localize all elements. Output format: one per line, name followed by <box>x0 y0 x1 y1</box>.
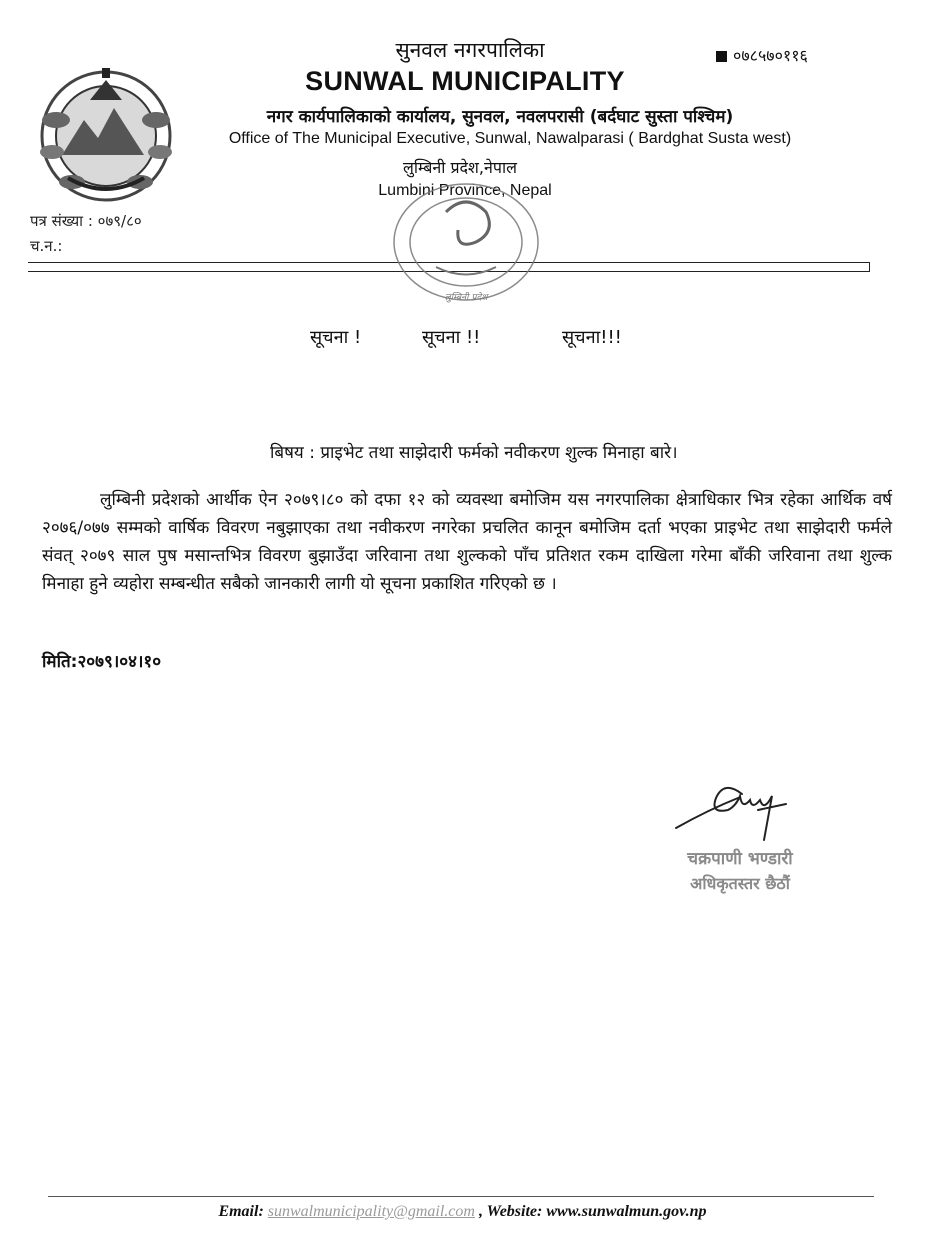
email-label: Email: <box>218 1203 264 1220</box>
letter-number: पत्र संख्या : ०७९/८० <box>30 212 142 230</box>
phone-number <box>716 44 808 66</box>
email-link[interactable]: sunwalmunicipality@gmail.com <box>267 1203 475 1220</box>
notice-heading-1: सूचना ! <box>310 327 362 348</box>
website-label: , Website: <box>478 1203 543 1220</box>
reference-number: च.न.: <box>30 237 63 255</box>
footer-divider <box>48 1196 874 1197</box>
phone-value: ०७८५७०११६ <box>733 46 808 65</box>
phone-icon <box>716 51 727 62</box>
signer-title: अधिकृतस्तर छैठौं <box>690 874 790 893</box>
notice-date: मिति:२०७९।०४।१० <box>42 652 162 672</box>
org-name-english: SUNWAL MUNICIPALITY <box>305 66 625 96</box>
website-link[interactable]: www.sunwalmun.gov.np <box>546 1203 707 1220</box>
signer-name: चक्रपाणी भण्डारी <box>687 849 793 869</box>
org-name-nepali: सुनवल नगरपालिका <box>395 38 545 62</box>
province-nepali: लुम्बिनी प्रदेश,नेपाल <box>403 158 517 177</box>
notice-heading-3: सूचना!!! <box>562 327 622 348</box>
svg-text:लुम्बिनी प्रदेश: लुम्बिनी प्रदेश <box>444 293 488 303</box>
office-name-nepali: नगर कार्यपालिकाको कार्यालय, सुनवल, नवलपरासी (बर्दघाट सुस्ता पश्चिम) <box>266 107 734 127</box>
signature-icon <box>668 770 798 850</box>
official-stamp-icon <box>386 172 546 312</box>
office-name-english: Office of The Municipal Executive, Sunwal, Nawalparasi ( Bardghat Susta west) <box>228 130 792 147</box>
notice-heading-2: सूचना !! <box>422 327 481 348</box>
subject-line: बिषय : प्राइभेट तथा साझेदारी फर्मको नवीकरण शुल्क मिनाहा बारे। <box>270 443 678 463</box>
notice-body: लुम्बिनी प्रदेशको आर्थीक ऐन २०७९।८० को दफा १२ को व्यवस्था बमोजिम यस नगरपालिका क्षेत्राधिकार भित्र रहेका आर्थिक वर्ष २०७६/०७७ सम्मको वार्षिक विवरण नबुझाएका तथा नवीकरण नगरेका प्रचलित कानून बमोजिम दर्ता भएका प्राइभेट तथा साझेदारी फर्मले संवत् २०७९ साल पुष मसान्तभित्र विवरण बुझाउँदा जरिवाना तथा शुल्कको पाँच प्रतिशत रकम दाखिला गरेमा बाँकी जरिवाना तथा शुल्क मिनाहा हुने व्यहोरा सम्बन्धीत सबैको जानकारी लागी यो सूचना प्रकाशित गरिएको छ । <box>42 490 892 594</box>
footer-contact <box>0 1203 925 1221</box>
municipality-emblem-icon <box>32 60 180 206</box>
province-english: Lumbini Province, Nepal <box>378 182 552 199</box>
